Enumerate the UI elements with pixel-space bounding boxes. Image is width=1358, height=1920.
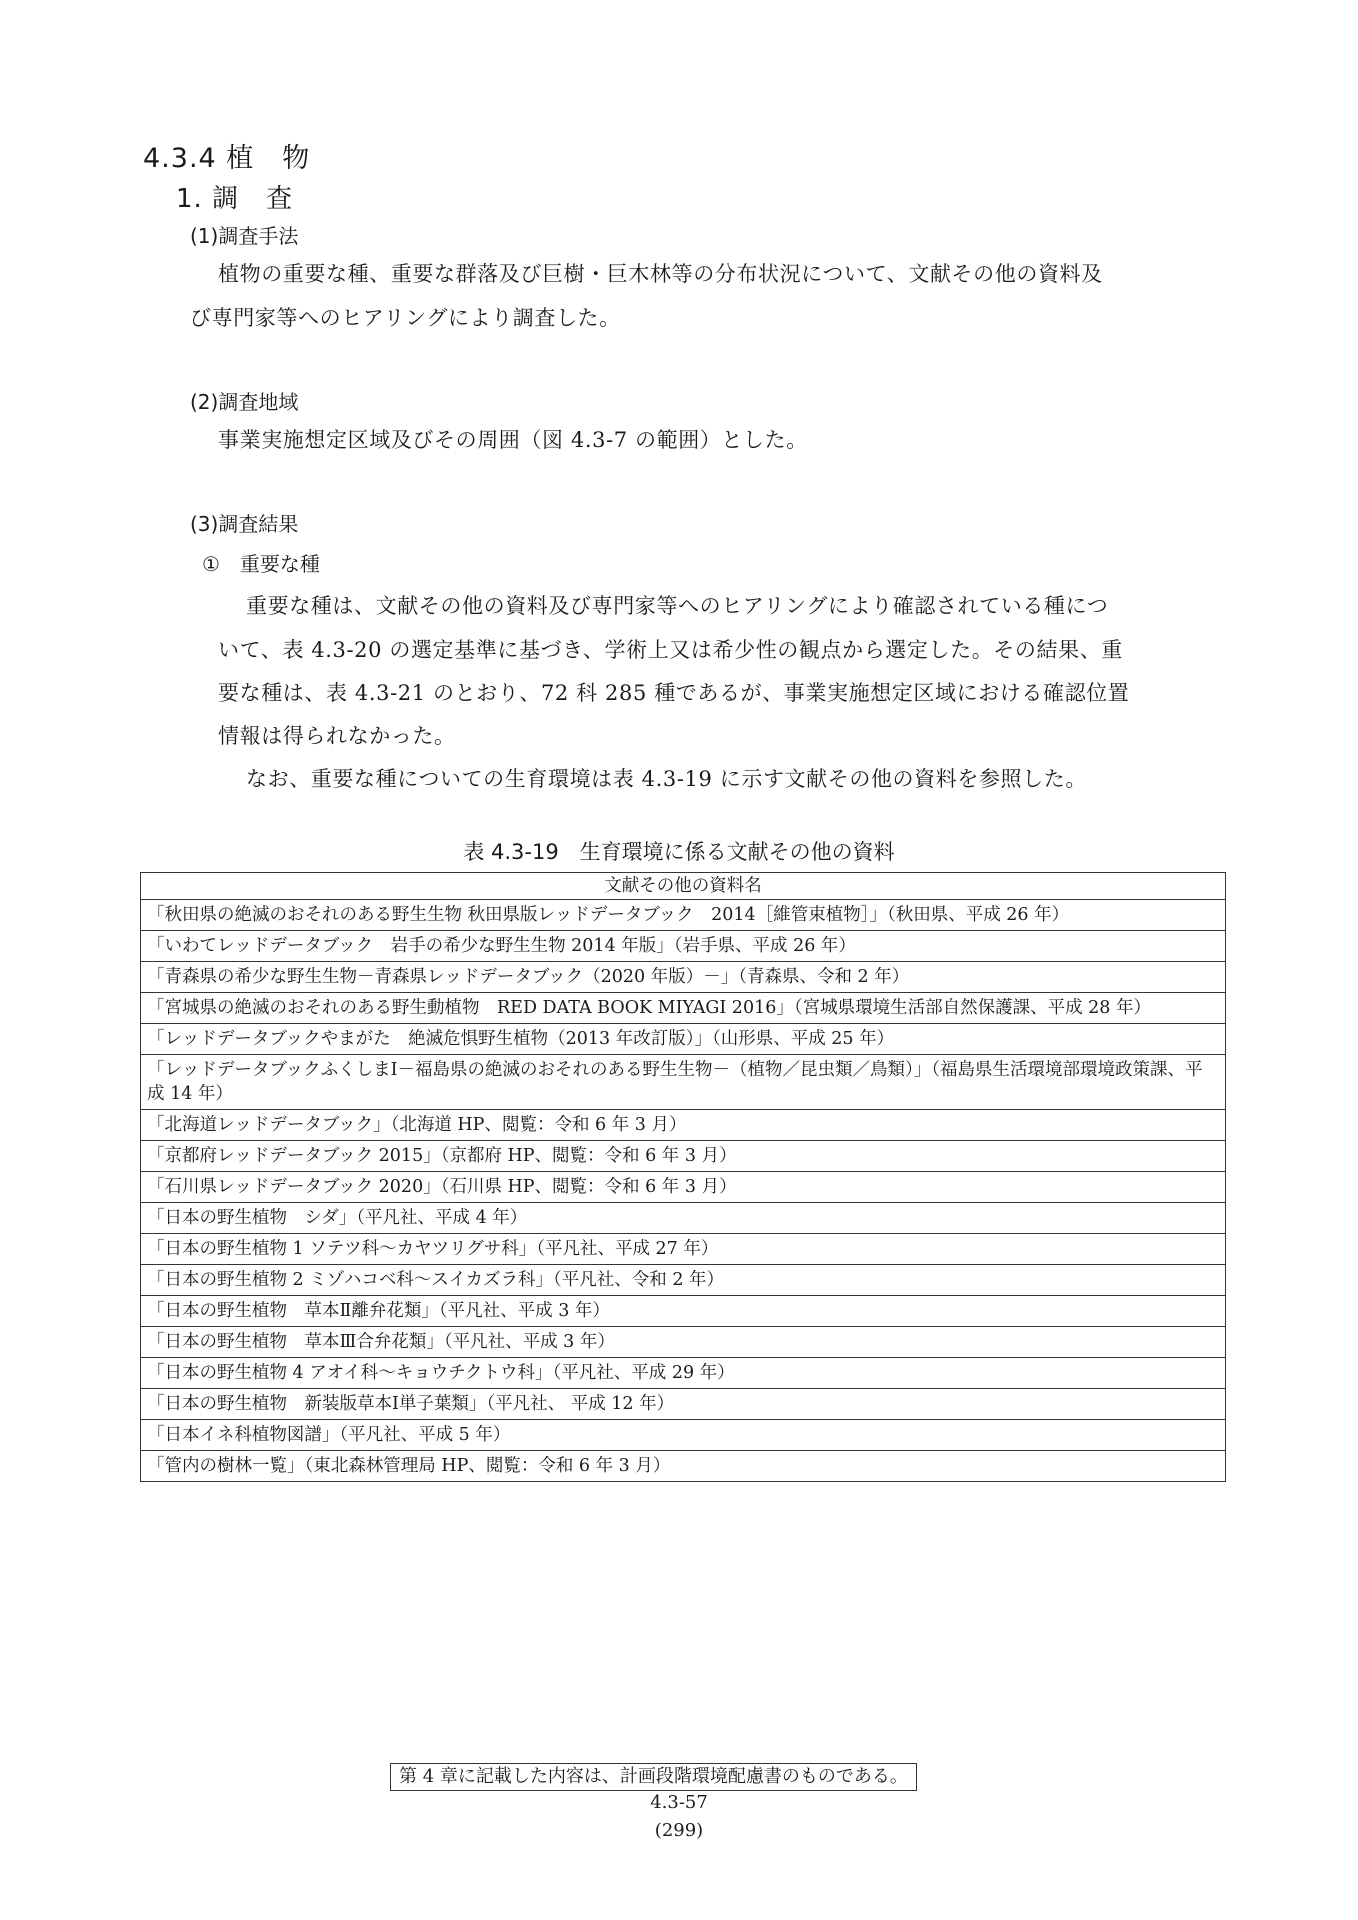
table-row: 「日本イネ科植物図譜」（平凡社、平成 5 年） (141, 1420, 1226, 1451)
table-row: 「日本の野生植物 草本Ⅲ合弁花類」（平凡社、平成 3 年） (141, 1327, 1226, 1358)
method-line-1: 植物の重要な種、重要な群落及び巨樹・巨木林等の分布状況について、文献その他の資料及 (218, 262, 1103, 286)
table-row: 「秋田県の絶滅のおそれのある野生生物 秋田県版レッドデータブック 2014［維管束植物］」（秋田県、平成 26 年） (141, 900, 1226, 931)
subsection-heading: 1. 調 査 (176, 184, 294, 214)
section-heading: 4.3.4 植 物 (143, 143, 311, 174)
table-row: 「日本の野生植物 2 ミゾハコベ科～スイカズラ科」（平凡社、令和 2 年） (141, 1265, 1226, 1296)
table-row: 「レッドデータブックふくしまⅠ－福島県の絶滅のおそれのある野生生物－（植物／昆虫類／鳥類）」（福島県生活環境部環境政策課、平成 14 年） (141, 1055, 1226, 1110)
table-row: 「日本の野生植物 シダ」（平凡社、平成 4 年） (141, 1203, 1226, 1234)
page-number: 4.3-57 (650, 1792, 708, 1813)
page-total: (299) (654, 1820, 704, 1841)
table-row: 「日本の野生植物 1 ソテツ科～カヤツリグサ科」（平凡社、平成 27 年） (141, 1234, 1226, 1265)
table-row: 「いわてレッドデータブック 岩手の希少な野生生物 2014 年版」（岩手県、平成 26 年） (141, 931, 1226, 962)
table-row: 「日本の野生植物 草本Ⅱ離弁花類」（平凡社、平成 3 年） (141, 1296, 1226, 1327)
results-para1-line-4: 情報は得られなかった。 (218, 724, 456, 748)
table-caption: 表 4.3-19 生育環境に係る文献その他の資料 (463, 840, 895, 864)
table-row: 「宮城県の絶滅のおそれのある野生動植物 RED DATA BOOK MIYAGI 2016」（宮城県環境生活部自然保護課、平成 28 年） (141, 993, 1226, 1024)
table-row: 「日本の野生植物 4 アオイ科～キョウチクトウ科」（平凡社、平成 29 年） (141, 1358, 1226, 1389)
table-row: 「石川県レッドデータブック 2020」（石川県 HP、閲覧：令和 6 年 3 月） (141, 1172, 1226, 1203)
method-line-2: び専門家等へのヒアリングにより調査した。 (190, 306, 621, 330)
table-header: 文献その他の資料名 (141, 873, 1226, 900)
reference-table (140, 872, 1226, 1482)
table-row: 「京都府レッドデータブック 2015」（京都府 HP、閲覧：令和 6 年 3 月） (141, 1141, 1226, 1172)
table-row: 「レッドデータブックやまがた 絶滅危惧野生植物（2013 年改訂版）」（山形県、平成 25 年） (141, 1024, 1226, 1055)
table-row: 「青森県の希少な野生生物－青森県レッドデータブック（2020 年版）－」（青森県、令和 2 年） (141, 962, 1226, 993)
table-row: 「日本の野生植物 新装版草本Ⅰ単子葉類」（平凡社、 平成 12 年） (141, 1389, 1226, 1420)
area-heading: (2)調査地域 (190, 390, 299, 414)
results-para1-line-1: 重要な種は、文献その他の資料及び専門家等へのヒアリングにより確認されている種につ (246, 594, 1109, 618)
results-para1-line-3: 要な種は、表 4.3-21 のとおり、72 科 285 種であるが、事業実施想定区域における確認位置 (218, 681, 1130, 705)
results-para2: なお、重要な種についての生育環境は表 4.3-19 に示す文献その他の資料を参照した。 (246, 767, 1087, 791)
results-para1-line-2: いて、表 4.3-20 の選定基準に基づき、学術上又は希少性の観点から選定した。その結果、重 (218, 638, 1123, 662)
area-text: 事業実施想定区域及びその周囲（図 4.3-7 の範囲）とした。 (218, 428, 808, 452)
results-heading: (3)調査結果 (190, 512, 299, 536)
method-heading: (1)調査手法 (190, 224, 299, 248)
table-row: 「北海道レッドデータブック」（北海道 HP、閲覧：令和 6 年 3 月） (141, 1110, 1226, 1141)
footer-note: 第 4 章に記載した内容は、計画段階環境配慮書のものである。 (390, 1763, 917, 1791)
table-row: 「管内の樹林一覧」（東北森林管理局 HP、閲覧：令和 6 年 3 月） (141, 1451, 1226, 1482)
important-species-heading: ① 重要な種 (202, 552, 320, 576)
